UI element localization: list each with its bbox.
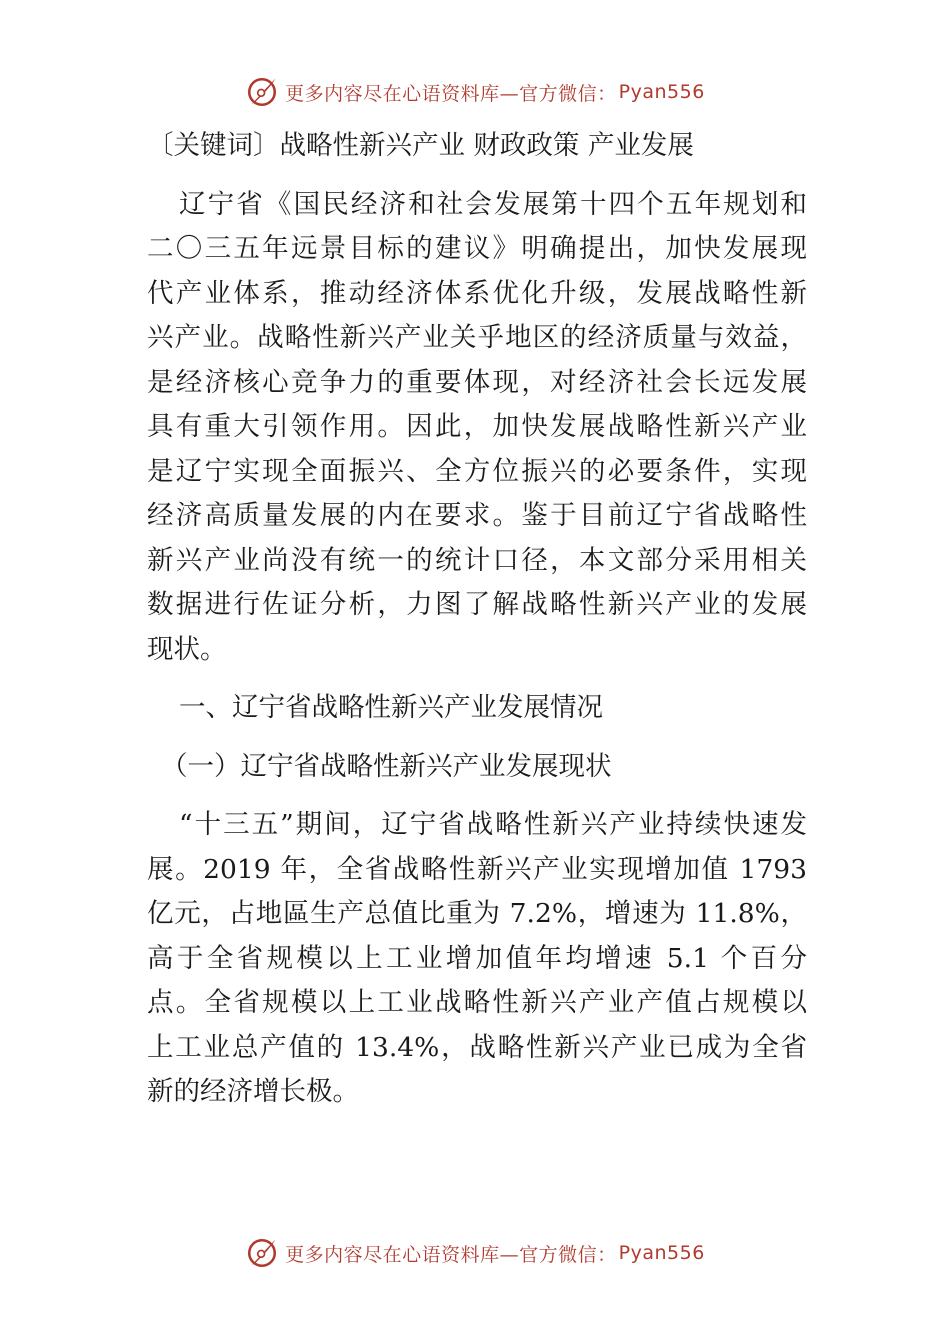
paragraph-line: 具有重大引领作用。因此，加快发展战略性新兴产业 [147,411,807,442]
paragraph-line: 上工业总产值的 13.4%，战略性新兴产业已成为全省 [147,1031,807,1063]
section-heading: 一、辽宁省战略性新兴产业发展情况 [179,692,603,723]
paragraph-line: 新的经济增长极。 [147,1076,359,1107]
paragraph-line: “十三五”期间，辽宁省战略性新兴产业持续快速发 [179,809,807,840]
paragraph-line: 高于全省规模以上工业增加值年均增速 5.1 个百分 [147,942,807,974]
quill-seal-icon [245,75,279,109]
document-body [147,124,807,1115]
footer-banner [0,1231,950,1275]
banner-text: 更多内容尽在心语资料库—官方微信： [285,1243,617,1266]
banner-text: 更多内容尽在心语资料库—官方微信： [285,82,617,105]
paragraph-intro [147,183,807,673]
paragraph-status [147,803,807,1115]
keywords-line: 〔关键词〕战略性新兴产业 财政政策 产业发展 [147,130,694,161]
banner-wechat-id: Pyan556 [618,81,705,103]
paragraph-line: 经济高质量发展的内在要求。鉴于目前辽宁省战略性 [147,500,807,531]
quill-seal-icon [245,1236,279,1270]
paragraph-line: 展。2019 年，全省战略性新兴产业实现增加值 1793 [147,853,807,885]
paragraph-line: 辽宁省《国民经济和社会发展第十四个五年规划和 [179,188,807,220]
paragraph-line: 点。全省规模以上工业战略性新兴产业产值占规模以 [147,987,807,1018]
paragraph-line: 是辽宁实现全面振兴、全方位振兴的必要条件，实现 [147,455,807,487]
paragraph-line: 新兴产业尚没有统一的统计口径，本文部分采用相关 [147,544,807,576]
header-banner [0,70,950,114]
paragraph-line: 是经济核心竞争力的重要体现，对经济社会长远发展 [147,366,807,398]
paragraph-line: 现状。 [147,633,227,665]
paragraph-line: 数据进行佐证分析，力图了解战略性新兴产业的发展 [147,589,807,620]
paragraph-line: 兴产业。战略性新兴产业关乎地区的经济质量与效益， [147,322,807,353]
paragraph-line: 亿元，占地區生产总值比重为 7.2%，增速为 11.8%， [147,898,807,929]
subsection-heading: （一）辽宁省战略性新兴产业发展现状 [161,750,612,782]
paragraph-line: 二〇三五年远景目标的建议》明确提出，加快发展现 [147,233,807,264]
banner-wechat-id: Pyan556 [618,1242,705,1264]
paragraph-line: 代产业体系，推动经济体系优化升级，发展战略性新 [147,277,807,309]
